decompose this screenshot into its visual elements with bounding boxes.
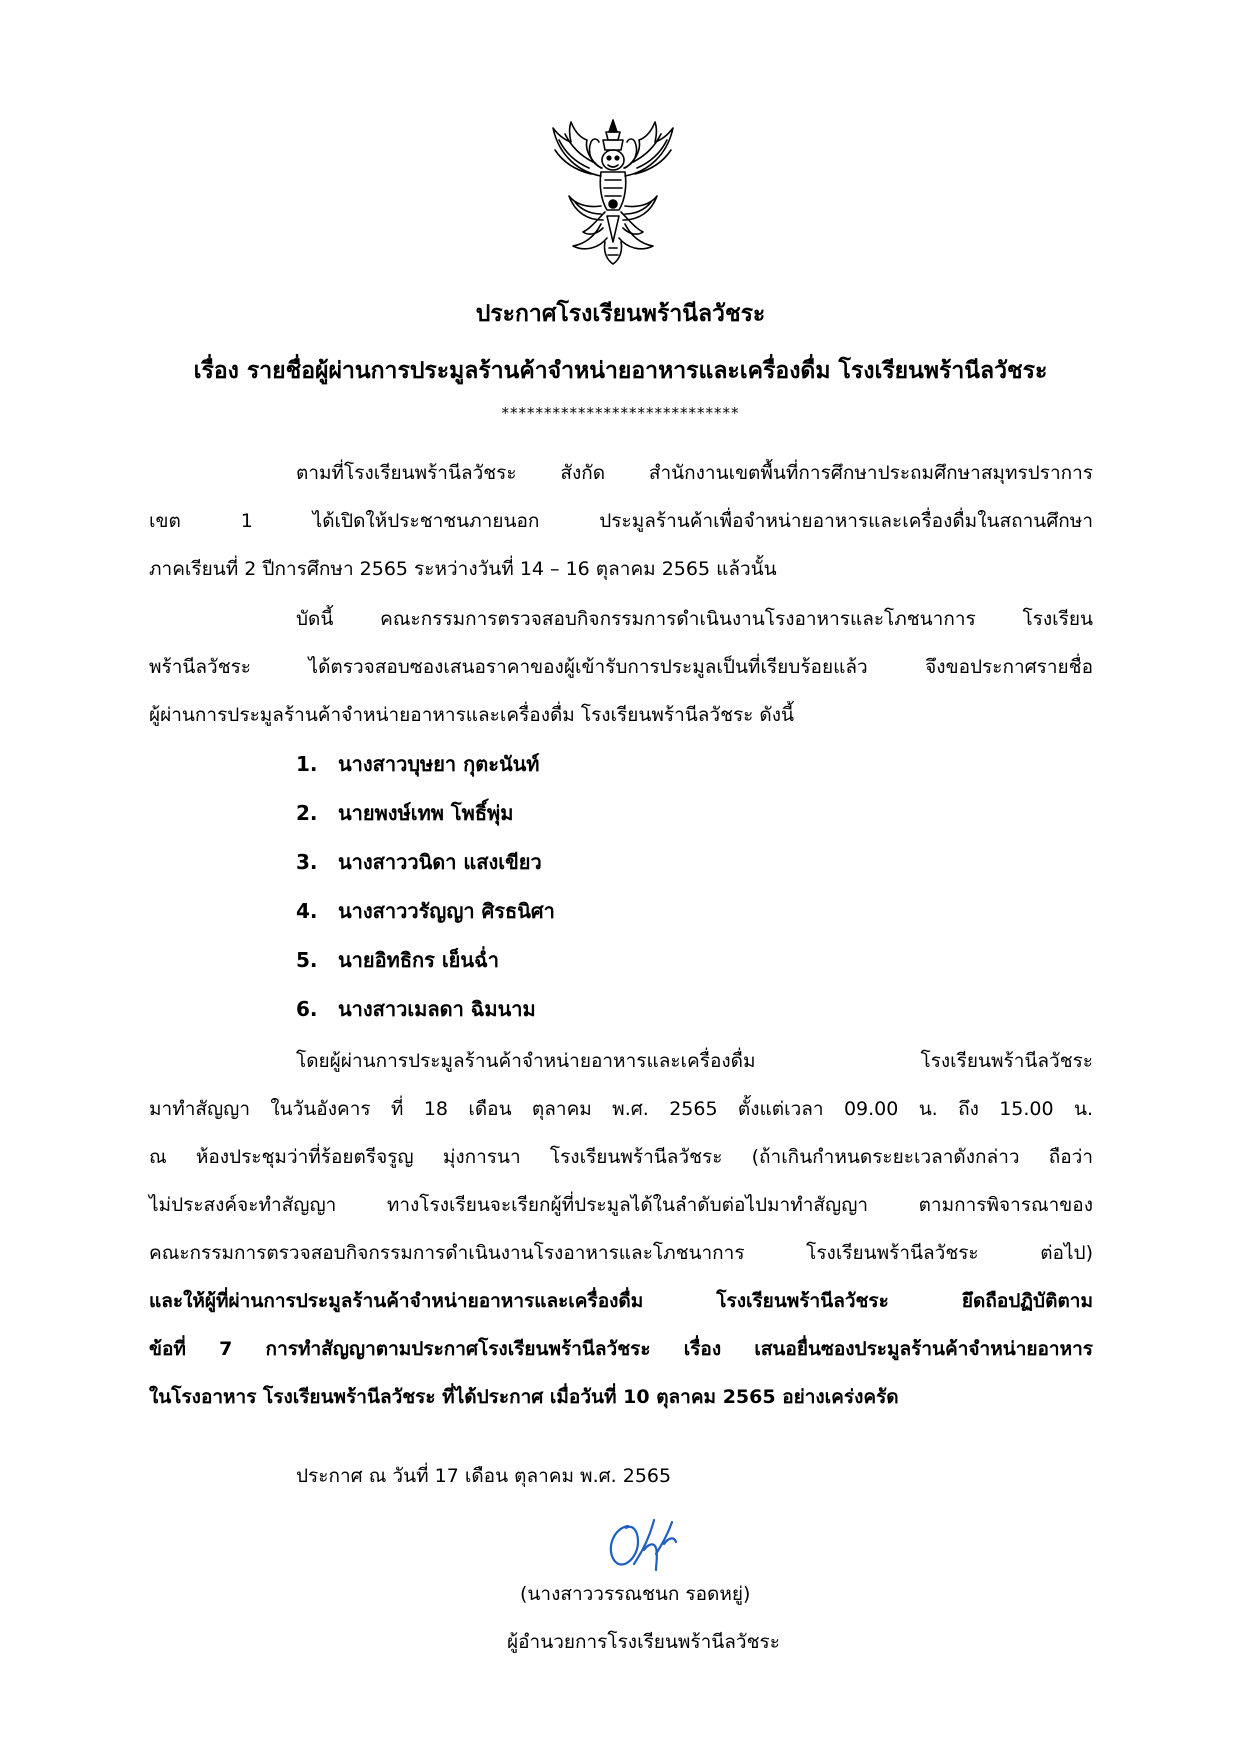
winner-name: นางสาววรัญญา ศิรธนิศา [338, 899, 555, 923]
paragraph-line: คณะกรรมการตรวจสอบกิจกรรมการดำเนินงานโรงอาหารและโภชนาการ โรงเรียนพร้านีลวัชระ ต่อไป) [149, 1242, 1093, 1264]
paragraph-line: ณ ห้องประชุมว่าที่ร้อยตรีจรูญ มุ่งการนา โรงเรียนพร้านีลวัชระ (ถ้าเกินกำหนดระยะเวลาดังกล่าว ถือว่า [149, 1146, 1093, 1168]
paragraph-line: เขต 1 ได้เปิดให้ประชาชนภายนอก ประมูลร้านค้าเพื่อจำหน่ายอาหารและเครื่องดื่มในสถานศึกษา [149, 510, 1093, 532]
paragraph-line-bold: และให้ผู้ที่ผ่านการประมูลร้านค้าจำหน่ายอาหารและเครื่องดื่ม โรงเรียนพร้านีลวัชระ ยึดถือปฏิบัติตาม [149, 1290, 1093, 1312]
paragraph-line-bold: ในโรงอาหาร โรงเรียนพร้านีลวัชระ ที่ได้ประกาศ เมื่อวันที่ 10 ตุลาคม 2565 อย่างเคร่งครัด [149, 1386, 899, 1408]
paragraph-line: ตามที่โรงเรียนพร้านีลวัชระ สังกัด สำนักงานเขตพื้นที่การศึกษาประถมศึกษาสมุทรปราการ [296, 462, 1093, 484]
winner-number: 3. [296, 850, 318, 874]
winner-number: 5. [296, 948, 318, 972]
garuda-emblem-icon [545, 116, 681, 268]
winner-list-item [296, 748, 540, 780]
winner-number: 1. [296, 752, 318, 776]
winner-list-item [296, 895, 555, 927]
paragraph-line: บัดนี้ คณะกรรมการตรวจสอบกิจกรรมการดำเนินงานโรงอาหารและโภชนาการ โรงเรียน [296, 608, 1093, 630]
winner-number: 4. [296, 899, 318, 923]
winner-list-item [296, 944, 499, 976]
announcement-title: ประกาศโรงเรียนพร้านีลวัชระ [475, 301, 766, 327]
paragraph-line: ไม่ประสงค์จะทำสัญญา ทางโรงเรียนจะเรียกผู้ที่ประมูลได้ในลำดับต่อไปมาทำสัญญา ตามการพิจารณาของ [149, 1194, 1093, 1216]
paragraph-line: พร้านีลวัชระ ได้ตรวจสอบซองเสนอราคาของผู้เข้ารับการประมูลเป็นที่เรียบร้อยแล้ว จึงขอประกาศรายชื่อ [149, 656, 1093, 678]
winner-name: นายพงษ์เทพ โพธิ์พุ่ม [338, 801, 514, 825]
winner-name: นางสาวบุษยา กุตะนันท์ [338, 752, 540, 776]
winner-number: 6. [296, 997, 318, 1021]
winner-list-item [296, 797, 513, 829]
signer-name: (นางสาววรรณชนก รอดหยู่) [520, 1583, 751, 1605]
signer-position: ผู้อำนวยการโรงเรียนพร้านีลวัชระ [507, 1631, 780, 1653]
paragraph-line: ผู้ผ่านการประมูลร้านค้าจำหน่ายอาหารและเครื่องดื่ม โรงเรียนพร้านีลวัชระ ดังนี้ [149, 704, 795, 726]
paragraph-line: มาทำสัญญา ในวันอังคาร ที่ 18 เดือน ตุลาคม พ.ศ. 2565 ตั้งแต่เวลา 09.00 น. ถึง 15.00 น. [149, 1098, 1093, 1120]
winner-name: นางสาววนิดา แสงเขียว [338, 850, 542, 874]
announce-date: ประกาศ ณ วันที่ 17 เดือน ตุลาคม พ.ศ. 2565 [296, 1465, 672, 1487]
winner-name: นายอิทธิกร เย็นฉ่ำ [338, 948, 499, 972]
winner-name: นางสาวเมลดา ฉิมนาม [338, 997, 536, 1021]
paragraph-line: ภาคเรียนที่ 2 ปีการศึกษา 2565 ระหว่างวันที่ 14 – 16 ตุลาคม 2565 แล้วนั้น [149, 558, 777, 580]
announcement-subject: เรื่อง รายชื่อผู้ผ่านการประมูลร้านค้าจำหน่ายอาหารและเครื่องดื่ม โรงเรียนพร้านีลวัชระ [193, 358, 1048, 384]
winner-list-item [296, 993, 536, 1025]
signature-image [598, 1514, 694, 1576]
paragraph-line-bold: ข้อที่ 7 การทำสัญญาตามประกาศโรงเรียนพร้านีลวัชระ เรื่อง เสนอยื่นซองประมูลร้านค้าจำหน่ายอาหาร [149, 1338, 1093, 1360]
paragraph-line: โดยผู้ผ่านการประมูลร้านค้าจำหน่ายอาหารและเครื่องดื่ม โรงเรียนพร้านีลวัชระ [296, 1050, 1093, 1072]
winner-list-item [296, 846, 542, 878]
separator-stars: **************************** [501, 404, 740, 422]
winner-number: 2. [296, 801, 318, 825]
